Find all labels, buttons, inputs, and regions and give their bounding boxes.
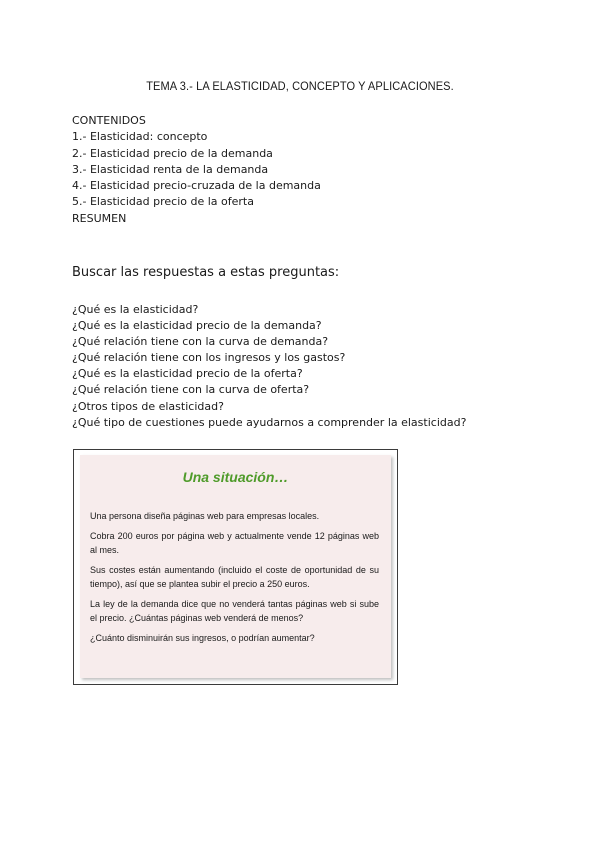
contents-item: 4.- Elasticidad precio-cruzada de la demanda: [72, 179, 321, 193]
question-item: ¿Qué es la elasticidad precio de la oferta?: [72, 367, 303, 381]
questions-list: [72, 302, 466, 431]
situation-panel: [80, 455, 391, 678]
situation-paragraph: Cobra 200 euros por página web y actualmente vende 12 páginas web al mes.: [90, 531, 379, 555]
contents-item: 3.- Elasticidad renta de la demanda: [72, 162, 269, 176]
situation-paragraph: La ley de la demanda dice que no venderá tantas páginas web si sube el precio. ¿Cuántas páginas web venderá de menos?: [90, 599, 379, 623]
question-item: ¿Qué relación tiene con los ingresos y los gastos?: [72, 351, 346, 365]
situation-paragraph: Sus costes están aumentando (incluido el coste de oportunidad de su tiempo), así que se plantea subir el precio a 250 euros.: [90, 565, 379, 589]
situation-box: [73, 449, 398, 685]
situation-text: [90, 509, 379, 651]
situation-paragraph: ¿Cuánto disminuirán sus ingresos, o podrían aumentar?: [90, 633, 315, 643]
contents-item: 5.- Elasticidad precio de la oferta: [72, 195, 254, 209]
page-title: TEMA 3.- LA ELASTICIDAD, CONCEPTO Y APLICACIONES.: [146, 79, 454, 93]
question-item: ¿Qué tipo de cuestiones puede ayudarnos a comprender la elasticidad?: [72, 415, 467, 429]
contents-heading: CONTENIDOS: [72, 114, 146, 127]
contents-item: 2.- Elasticidad precio de la demanda: [72, 146, 273, 160]
question-item: ¿Qué es la elasticidad?: [72, 303, 199, 316]
question-item: ¿Qué es la elasticidad precio de la demanda?: [72, 319, 322, 333]
contents-summary: RESUMEN: [72, 211, 127, 225]
questions-prompt: Buscar las respuestas a estas preguntas:: [72, 265, 340, 280]
question-item: ¿Qué relación tiene con la curva de demanda?: [72, 335, 329, 349]
question-item: ¿Qué relación tiene con la curva de oferta?: [72, 383, 310, 397]
contents-item: 1.- Elasticidad: concepto: [72, 130, 208, 144]
contents-list: [72, 113, 321, 227]
situation-paragraph: Una persona diseña páginas web para empresas locales.: [90, 511, 320, 521]
situation-title: Una situación…: [182, 469, 289, 485]
question-item: ¿Otros tipos de elasticidad?: [72, 399, 224, 413]
